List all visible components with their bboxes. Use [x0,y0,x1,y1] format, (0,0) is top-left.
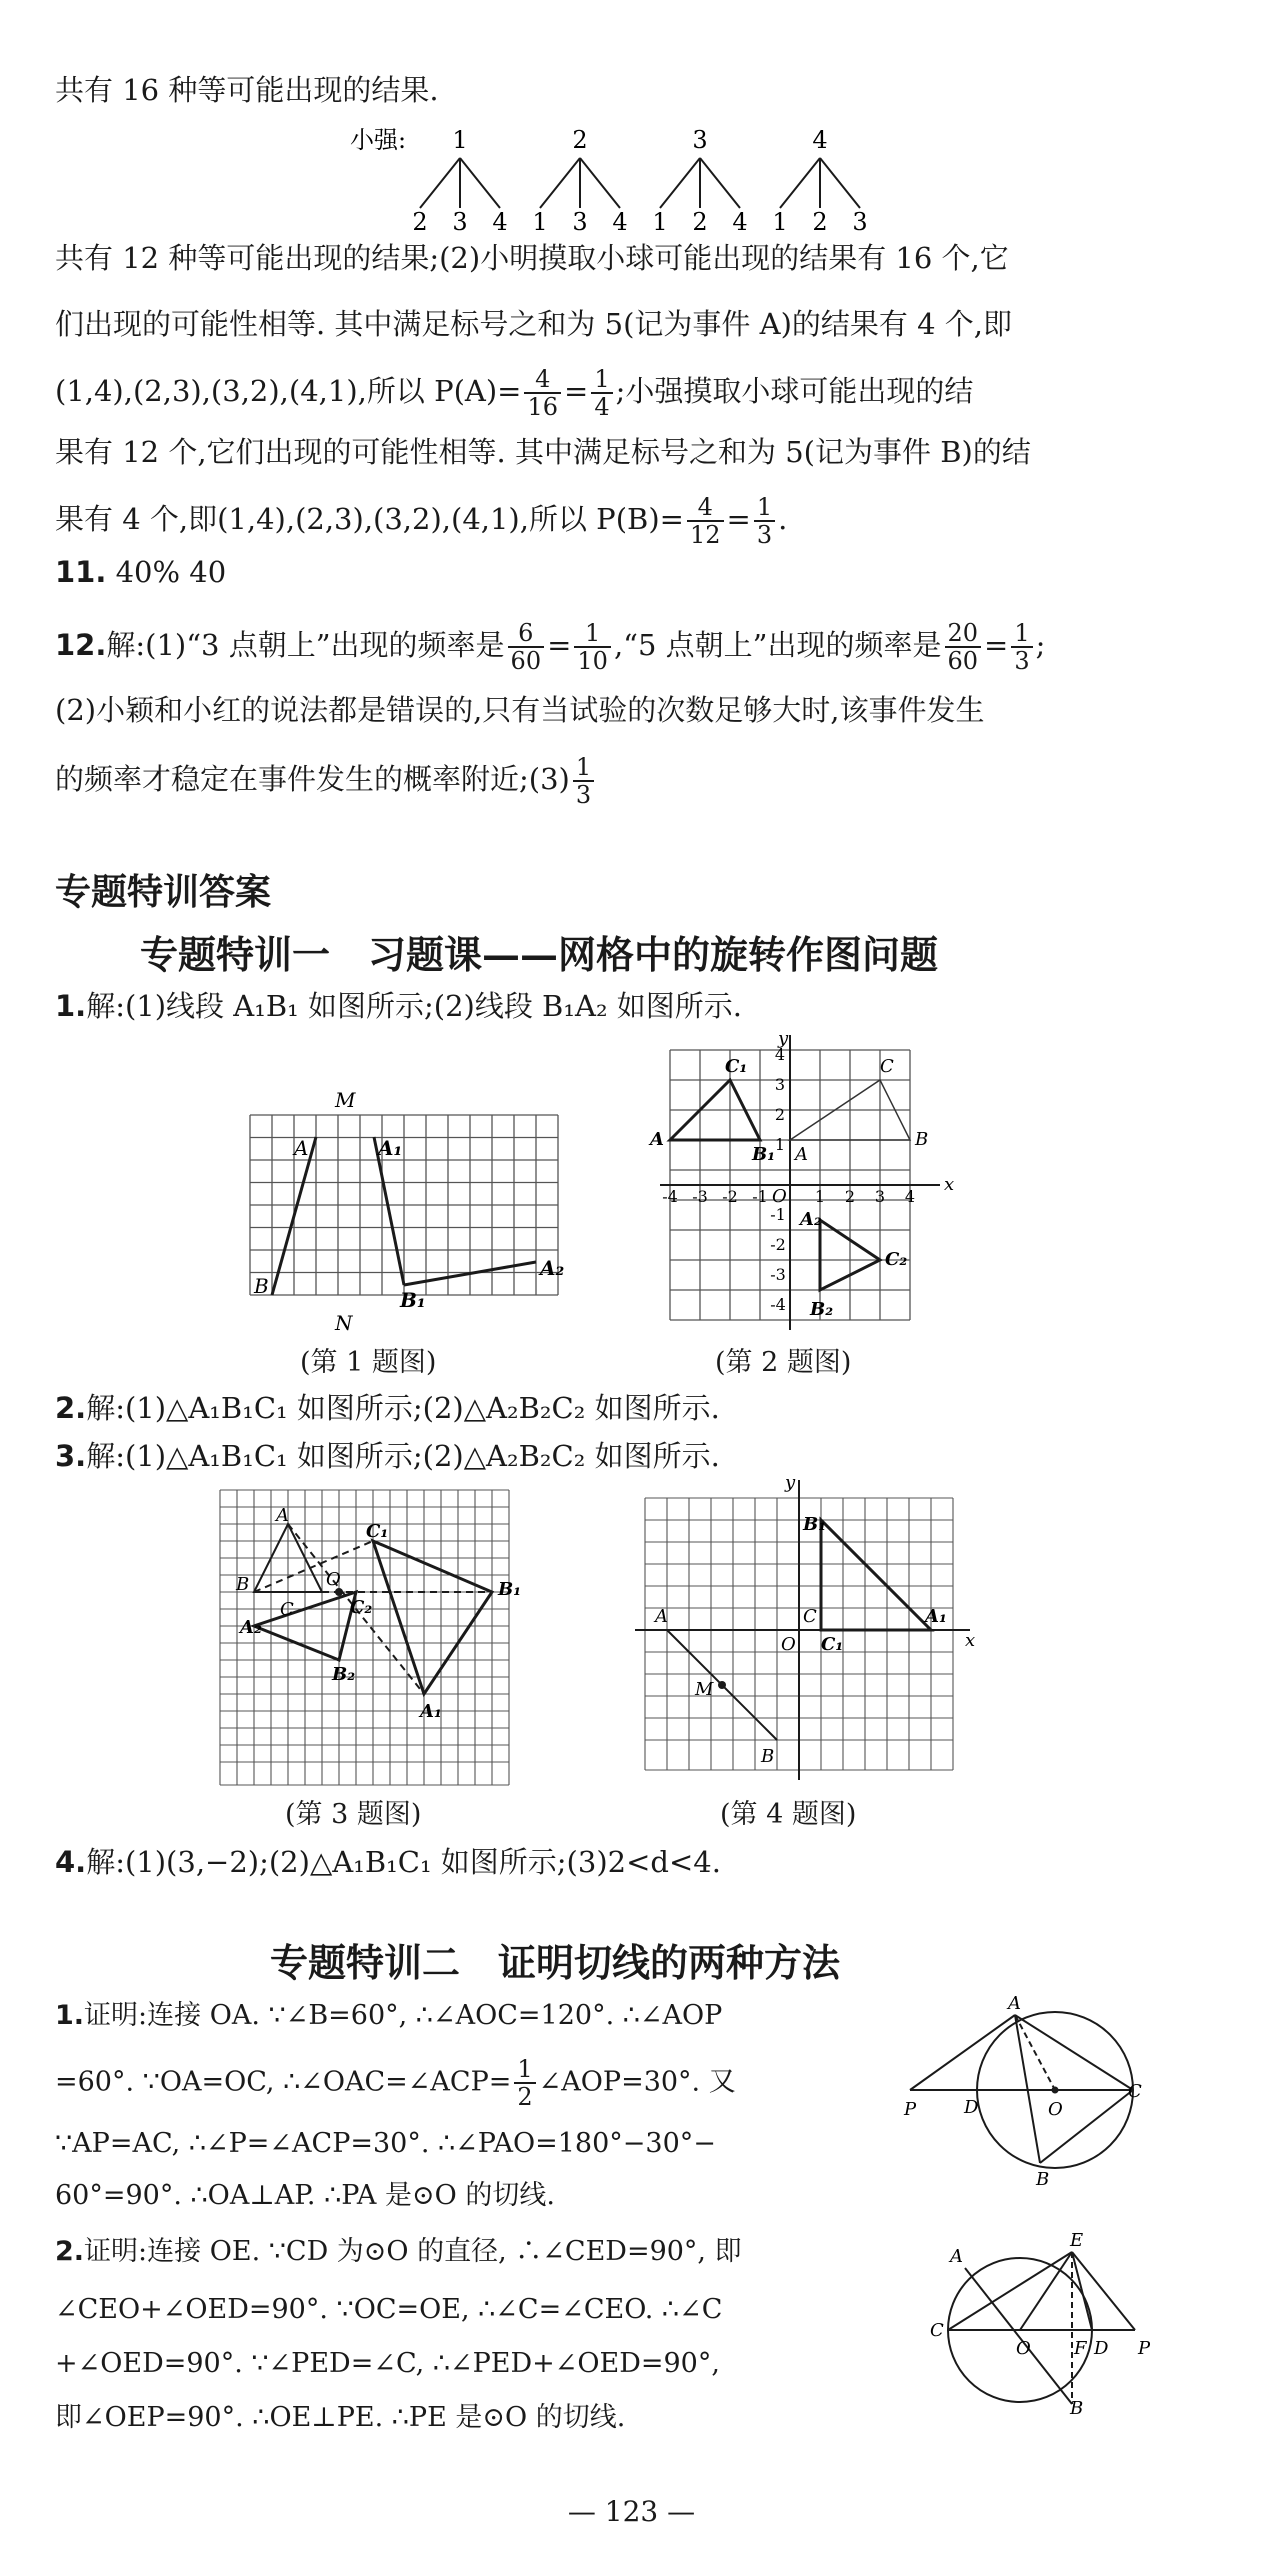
label-P: P [1138,2338,1151,2359]
question-number: 3. [55,1439,87,1473]
proof-1-line [55,1996,722,2036]
label-A: A [276,1505,289,1526]
tick-x: 4 [904,1187,916,1206]
fraction [514,2056,535,2110]
tick-x: -3 [692,1187,708,1206]
answer-text: 解:(1)(3,−2);(2)△A₁B₁C₁ 如图所示;(3)2<d<4. [86,1845,721,1879]
question-number: 1. [55,989,87,1023]
label-B: B [254,1274,269,1298]
text-line: 共有 12 种等可能出现的结果;(2)小明摸取小球可能出现的结果有 16 个,它 [55,241,1009,275]
tree-leaf: 3 [452,208,468,236]
denominator: 3 [1014,647,1030,675]
fraction [591,366,612,420]
label-A2: A₂ [540,1256,565,1280]
label-C: C [280,1599,294,1620]
tree-leaf: 1 [772,208,788,236]
label-N: N [335,1311,353,1335]
text-span: 的频率才稳定在事件发生的概率附近;(3) [55,762,570,796]
label-B: B [761,1746,775,1767]
answer-text: 解:(1)△A₁B₁C₁ 如图所示;(2)△A₂B₂C₂ 如图所示. [86,1391,720,1425]
label-M: M [335,1088,356,1112]
label-B1: B₁ [803,1514,827,1535]
tick-y: 1 [774,1135,786,1154]
fraction [508,620,545,674]
caption: (第 2 题图) [715,1347,852,1378]
numerator: 1 [514,2056,535,2084]
label-A1: A₁ [925,1606,947,1627]
geometry-figure-1 [900,1995,1140,2190]
subsection-title: 专题特训一 习题课——网格中的旋转作图问题 [140,932,939,977]
label-O: O [781,1634,796,1655]
label-C2: C₂ [350,1597,373,1618]
geometry-figure-2 [920,2230,1160,2419]
axis-y: y [785,1472,796,1493]
tree-diagram [350,118,870,236]
tick-y: -2 [770,1235,786,1254]
s1-question-3 [55,1436,720,1476]
section-title: 专题特训答案 [55,872,272,913]
tree-label: 小强: [350,126,407,154]
denominator: 3 [756,521,773,549]
tick-y: 4 [774,1045,786,1064]
tree-root: 2 [572,126,588,154]
question-11 [55,552,226,592]
label-E: E [1070,2230,1084,2251]
fraction [754,494,775,548]
label-B2: B₂ [332,1664,356,1685]
label-C1: C₁ [725,1056,748,1077]
tick-y: -3 [770,1265,786,1284]
label-B1: B₁ [752,1144,776,1165]
text-line: (2)小颖和小红的说法都是错误的,只有当试验的次数足够大时,该事件发生 [55,693,985,727]
subsection-title: 专题特训二 证明切线的两种方法 [270,1940,841,1985]
label-A-left: A [650,1129,664,1150]
tick-x: 3 [874,1187,886,1206]
answer-text: 解:(1)线段 A₁B₁ 如图所示;(2)线段 B₁A₂ 如图所示. [86,989,743,1023]
text-span: 证明:连接 OE. ∵CD 为⊙O 的直径, ∴∠CED=90°, 即 [84,2236,742,2267]
tree-leaf: 3 [572,208,588,236]
text-span: =60°. ∵OA=OC, ∴∠OAC=∠ACP= [55,2066,512,2098]
fraction [573,754,594,808]
text-span: = [726,502,751,536]
denominator: 16 [527,393,559,421]
label-A1: A₁ [420,1701,442,1722]
question-number: 12. [55,628,107,662]
label-A: A [950,2246,963,2267]
question-number: 11. [55,555,107,589]
tick-x: -1 [752,1187,768,1206]
text-span: = [564,374,589,408]
dash-left: — [567,2495,596,2528]
numerator: 1 [573,754,594,782]
tick-y: 2 [774,1105,786,1124]
numerator: 1 [591,366,612,394]
numerator: 1 [574,620,611,648]
text-span: (1,4),(2,3),(3,2),(4,1),所以 P(A)= [55,374,522,408]
question-12 [55,620,1045,674]
tree-leaf: 4 [612,208,628,236]
label-A1: A₁ [378,1136,403,1160]
label-A: A [795,1144,808,1165]
tree-leaf: 4 [492,208,508,236]
label-B: B [1036,2169,1050,2190]
proof-1-line: ∵AP=AC, ∴∠P=∠ACP=30°. ∴∠PAO=180°−30°− [55,2128,716,2159]
denominator: 10 [577,647,608,675]
denominator: 4 [594,393,610,421]
text-line: 们出现的可能性相等. 其中满足标号之和为 5(记为事件 A)的结果有 4 个,即 [55,307,1013,341]
tree-leaf: 4 [732,208,748,236]
label-C: C [930,2320,944,2341]
label-A2: A₂ [240,1617,262,1638]
tree-leaf: 1 [652,208,668,236]
label-O: O [326,1569,341,1590]
figure-1 [240,1085,570,1335]
text-line [55,754,597,808]
label-B: B [915,1129,929,1150]
axis-y: y [778,1028,789,1049]
denominator: 60 [510,647,542,675]
label-O: O [1016,2338,1031,2359]
label-C: C [1128,2081,1142,2102]
text-span: 解:(1)“3 点朝上”出现的频率是 [106,628,505,662]
numerator: 1 [1011,620,1032,648]
denominator: 60 [947,647,979,675]
tick-y: 3 [774,1075,786,1094]
label-A: A [1008,1993,1021,2014]
figure-3 [210,1485,540,1790]
question-number: 2. [55,2236,85,2267]
tick-x: 2 [844,1187,856,1206]
tick-x: -4 [662,1187,678,1206]
label-O: O [1048,2099,1063,2120]
text-span: ;小强摸取小球可能出现的结 [615,374,974,408]
text-line [55,366,973,420]
label-C2: C₂ [885,1249,908,1270]
text-span: ∠AOP=30°. 又 [538,2066,736,2098]
label-A: A [294,1136,309,1160]
text-line [55,494,787,548]
numerator: 20 [945,620,982,648]
label-C1: C₁ [821,1634,844,1655]
proof-2-line: +∠OED=90°. ∵∠PED=∠C, ∴∠PED+∠OED=90°, [55,2348,720,2379]
page-number [0,2495,1263,2528]
tree-root: 4 [812,126,828,154]
tree-leaf: 2 [812,208,828,236]
label-A2: A₂ [800,1209,822,1230]
question-number: 4. [55,1845,87,1879]
label-F: F [1074,2338,1087,2359]
tick-y: -1 [770,1205,786,1224]
label-B: B [236,1574,250,1595]
proof-1-line: 60°=90°. ∴OA⊥AP. ∴PA 是⊙O 的切线. [55,2180,555,2211]
text-span: = [547,628,572,662]
axis-x: x [944,1174,955,1195]
fraction [687,494,724,548]
label-B1: B₁ [498,1579,522,1600]
numerator: 4 [687,494,724,522]
fraction [1011,620,1032,674]
proof-2-line: ∠CEO+∠OED=90°. ∵OC=OE, ∴∠C=∠CEO. ∴∠C [55,2294,723,2325]
label-P: P [904,2099,917,2120]
text-span: . [778,502,788,536]
denominator: 2 [517,2083,533,2111]
figure-2 [640,1030,970,1335]
tick-x: -2 [722,1187,738,1206]
question-number: 2. [55,1391,87,1425]
numerator: 6 [508,620,545,648]
tree-leaf: 3 [852,208,868,236]
figure-4 [625,1470,985,1790]
tree-root: 3 [692,126,708,154]
s1-question-2 [55,1388,720,1428]
label-C1: C₁ [366,1521,389,1542]
fraction [524,366,561,420]
denominator: 3 [575,781,592,809]
axis-x: x [965,1630,976,1651]
tree-root: 1 [452,126,468,154]
tick-x: 1 [814,1187,826,1206]
s1-question-4 [55,1842,721,1882]
text-span: 证明:连接 OA. ∵∠B=60°, ∴∠AOC=120°. ∴∠AOP [84,2000,723,2031]
label-B2: B₂ [810,1299,834,1320]
label-D: D [1094,2338,1109,2359]
tick-y: -4 [770,1295,786,1314]
fraction [574,620,611,674]
text-line: 果有 12 个,它们出现的可能性相等. 其中满足标号之和为 5(记为事件 B)的结 [55,435,1031,469]
label-D: D [964,2097,979,2118]
page-number-value: 123 [604,2495,659,2528]
origin: O [772,1186,787,1207]
proof-1-line [55,2056,736,2110]
dash-right: — [667,2495,696,2528]
answer-text: 40% 40 [115,555,227,589]
caption: (第 3 题图) [285,1799,422,1830]
label-A: A [655,1606,668,1627]
caption: (第 4 题图) [720,1799,857,1830]
proof-2-line: 即∠OEP=90°. ∴OE⊥PE. ∴PE 是⊙O 的切线. [55,2402,626,2433]
text-line: 共有 16 种等可能出现的结果. [55,73,439,107]
proof-2-line [55,2232,742,2272]
caption: (第 1 题图) [300,1347,437,1378]
tree-leaf: 2 [412,208,428,236]
text-span: 果有 4 个,即(1,4),(2,3),(3,2),(4,1),所以 P(B)= [55,502,684,536]
numerator: 4 [524,366,561,394]
label-C: C [880,1056,894,1077]
label-C: C [803,1606,817,1627]
tree-leaf: 2 [692,208,708,236]
text-span: ,“5 点朝上”出现的频率是 [613,628,942,662]
tree-leaf: 1 [532,208,548,236]
numerator: 1 [754,494,775,522]
answer-text: 解:(1)△A₁B₁C₁ 如图所示;(2)△A₂B₂C₂ 如图所示. [86,1439,720,1473]
label-M: M [695,1679,714,1700]
denominator: 12 [689,521,721,549]
question-number: 1. [55,2000,85,2031]
text-span: = [984,628,1009,662]
s1-question-1 [55,986,742,1026]
fraction [945,620,982,674]
label-B: B [1070,2398,1084,2419]
label-B1: B₁ [400,1288,426,1312]
text-span: ; [1035,628,1046,662]
